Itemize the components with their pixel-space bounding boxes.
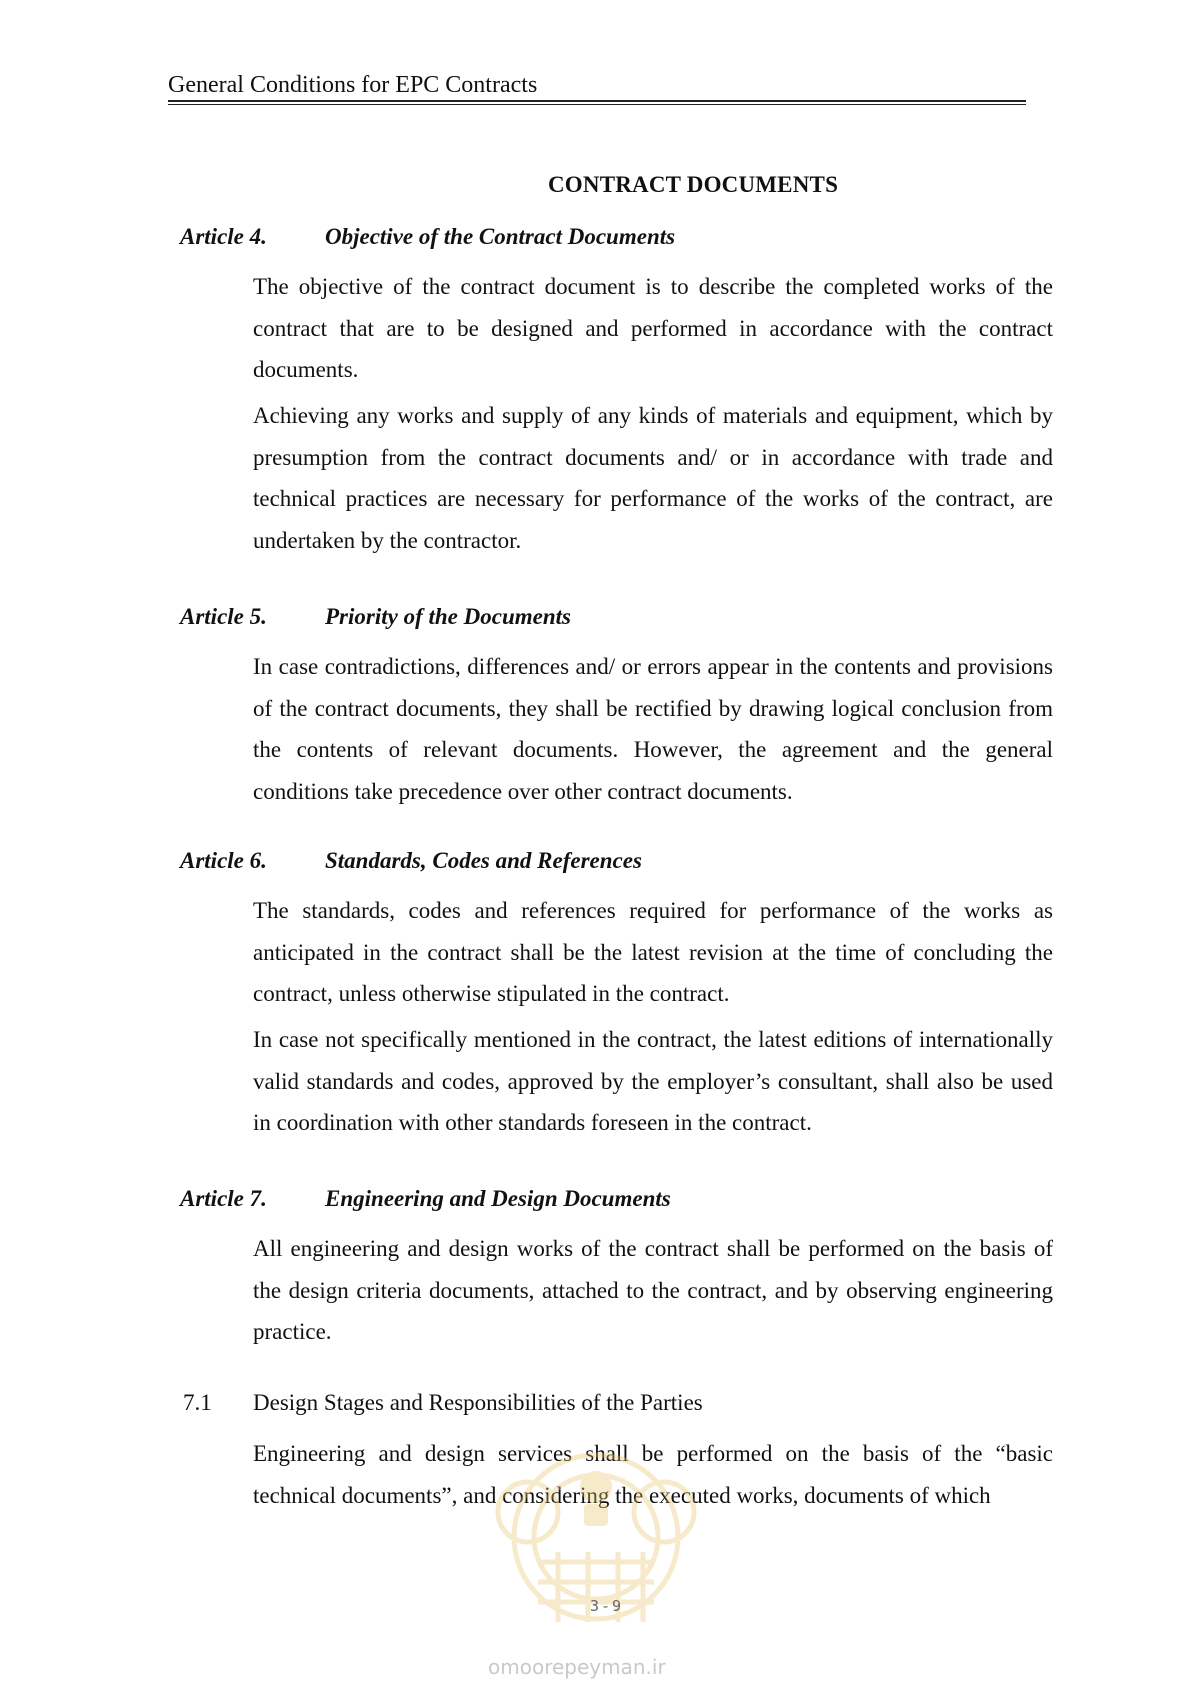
paragraph: The objective of the contract document is to describe the completed works of the contract that are to be designed and performed in accordance with the contract documents.: [253, 274, 1053, 382]
article-number: Article 4.: [180, 224, 267, 249]
section-title: CONTRACT DOCUMENTS: [548, 172, 839, 197]
header-rule-thin: [168, 104, 1026, 105]
running-header: General Conditions for EPC Contracts: [168, 72, 538, 98]
article-number: Article 7.: [180, 1186, 267, 1211]
paragraph: The standards, codes and references required for performance of the works as anticipated in the contract shall be the latest revision at the time of concluding the contract, unless otherwise stipulated in the contract.: [253, 898, 1053, 1006]
paragraph: Achieving any works and supply of any kinds of materials and equipment, which by presumption from the contract documents and/ or in accordance with trade and technical practices are necessary for performance of the works of the contract, are undertaken by the contractor.: [253, 403, 1053, 553]
header-rule-thick: [168, 100, 1026, 102]
subsection-title: Design Stages and Responsibilities of the Parties: [253, 1390, 703, 1415]
article-title: Engineering and Design Documents: [325, 1186, 671, 1211]
article-title: Objective of the Contract Documents: [325, 224, 676, 249]
paragraph: Engineering and design services shall be performed on the basis of the “basic technical documents”, and considering the executed works, documents of which: [253, 1441, 1053, 1508]
article-title: Priority of the Documents: [325, 604, 571, 629]
article-number: Article 6.: [180, 848, 267, 873]
watermark-text: omoorepeyman.ir: [488, 1655, 666, 1679]
article-title: Standards, Codes and References: [325, 848, 642, 873]
page-number: 3-9: [590, 1597, 624, 1615]
article-number: Article 5.: [180, 604, 267, 629]
paragraph: In case contradictions, differences and/ or errors appear in the contents and provisions of the contract documents, they shall be rectified by drawing logical conclusion from the contents of relevant documents. However, the agreement and the general conditions take precedence over other contract documents.: [253, 654, 1053, 804]
paragraph: In case not specifically mentioned in the contract, the latest editions of internationally valid standards and codes, approved by the employer’s consultant, shall also be used in coordination with other standards foreseen in the contract.: [253, 1027, 1053, 1135]
paragraph: All engineering and design works of the contract shall be performed on the basis of the design criteria documents, attached to the contract, and by observing engineering practice.: [253, 1236, 1053, 1344]
subsection-number: 7.1: [183, 1390, 212, 1415]
